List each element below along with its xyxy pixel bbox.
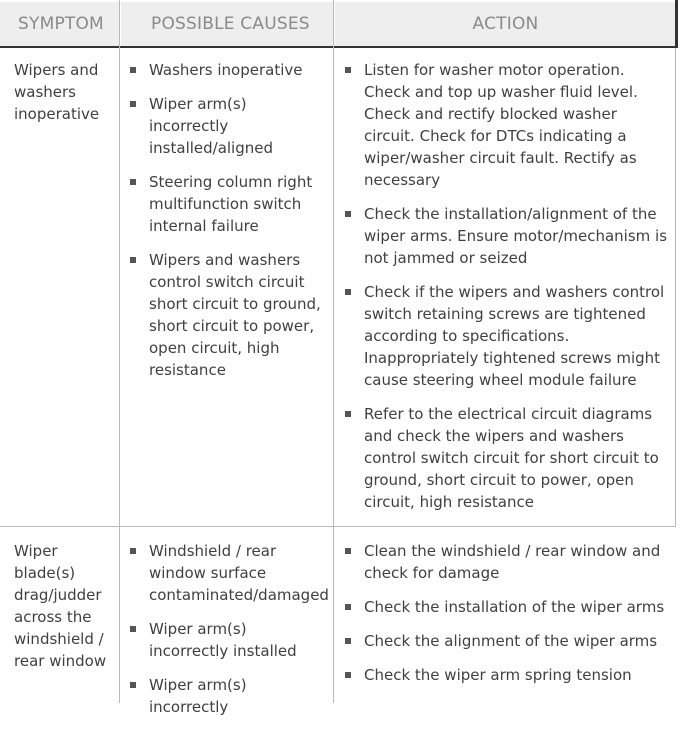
header-possible-causes: POSSIBLE CAUSES: [121, 2, 333, 46]
row-1-symptom: Wipers and washers inoperative: [14, 61, 100, 123]
row-2-symptom: Wiper blade(s) drag/judder across the windshield / rear window: [14, 542, 107, 670]
cause-item: Wiper arm(s) incorrectly: [149, 674, 329, 718]
cause-item: Wiper arm(s) incorrectly installed/aligned: [149, 93, 329, 159]
row-2-actions: [364, 540, 668, 698]
row-divider: [0, 526, 676, 527]
row-1-actions: [364, 59, 668, 525]
cause-item: Steering column right multifunction switch internal failure: [149, 171, 329, 237]
column-divider-1: [119, 0, 120, 703]
header-action: ACTION: [335, 2, 676, 46]
row-1-causes: [149, 59, 329, 393]
cause-item: Wiper arm(s) incorrectly installed: [149, 618, 329, 662]
header-symptom: SYMPTOM: [0, 2, 119, 46]
cause-item: Washers inoperative: [149, 59, 329, 81]
row-2-causes: [149, 540, 329, 730]
column-divider-2: [333, 0, 334, 703]
table-right-border: [675, 48, 676, 526]
action-item: Listen for washer motor operation. Check and top up washer fluid level. Check and rectify blocked washer circuit. Check for DTCs indicating a wiper/washer circuit fault. Rectify as necessary: [364, 59, 668, 191]
action-item: Refer to the electrical circuit diagrams and check the wipers and washers control switch circuit for short circuit to ground, short circuit to power, open circuit, high resistance: [364, 403, 668, 513]
action-item: Check the alignment of the wiper arms: [364, 630, 668, 652]
action-item: Check the installation/alignment of the wiper arms. Ensure motor/mechanism is not jammed or seized: [364, 205, 668, 267]
action-item: Clean the windshield / rear window and check for damage: [364, 540, 668, 584]
cause-item: Wipers and washers control switch circuit short circuit to ground, short circuit to power, open circuit, high resistance: [149, 249, 329, 381]
header-right-border: [675, 0, 678, 48]
action-item: Check if the wipers and washers control switch retaining screws are tightened according to specifications. Inappropriately tightened screws might cause steering wheel module failure: [364, 281, 668, 391]
action-item: Check the installation of the wiper arms: [364, 596, 668, 618]
header-divider: [0, 46, 677, 48]
action-item: Check the wiper arm spring tension: [364, 664, 668, 686]
cause-item: Windshield / rear window surface contaminated/damaged: [149, 542, 329, 604]
